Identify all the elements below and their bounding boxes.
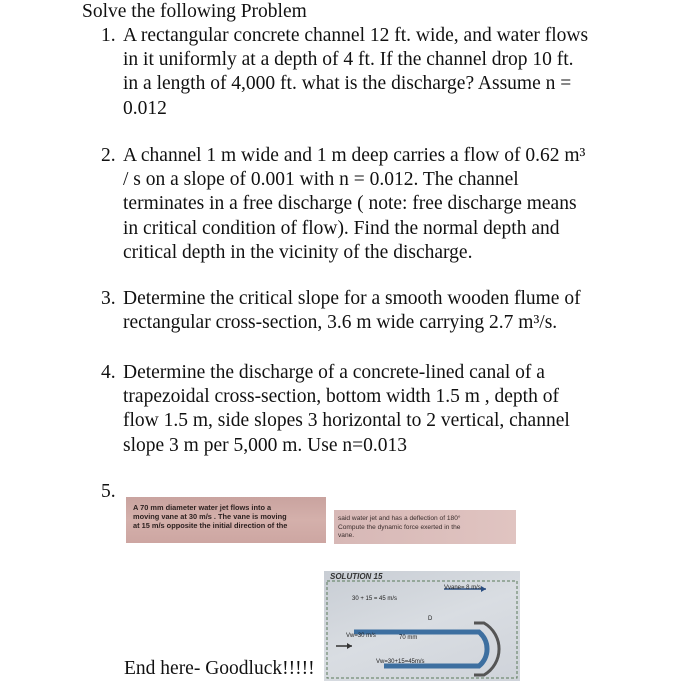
jet-velocity-label: Vw=30 m/s [346, 633, 376, 639]
outlet-velocity-label: Vw=30+15=45m/s [376, 659, 425, 665]
problem-4 [101, 361, 641, 458]
problem-text-line: terminates in a free discharge ( note: free discharge means [123, 193, 577, 215]
problem-number: 2. [101, 145, 116, 166]
page-heading: Solve the following Problem [82, 1, 307, 22]
problem-number: 3. [101, 288, 116, 309]
photo-text-line: A 70 mm diameter water jet flows into a [133, 503, 272, 512]
problem-text-line: Determine the discharge of a concrete-lined canal of a [123, 362, 545, 383]
problem-text-line: rectangular cross-section, 3.6 m wide carrying 2.7 m³/s. [123, 312, 558, 334]
photo-text-line: at 15 m/s opposite the initial direction of the [133, 521, 288, 531]
photo-text-line: vane. [338, 532, 355, 540]
problem-number: 4. [101, 362, 116, 383]
problem-text-line: / s on a slope of 0.001 with n = 0.012. The channel [123, 169, 519, 191]
problem-5-photo-text-part1 [126, 497, 326, 543]
problem-text-line: in it uniformly at a depth of 4 ft. If the channel drop 10 ft. [123, 49, 574, 71]
problem-2 [101, 144, 641, 265]
arrow-head-icon [481, 586, 486, 592]
problem-text-line: flow 1.5 m, side slopes 3 horizontal to 2 vertical, channel [123, 410, 570, 432]
problem-text-line: A rectangular concrete channel 12 ft. wide, and water flows [123, 25, 589, 46]
problem-5-solution-diagram [324, 571, 520, 681]
photo-text-line: said water jet and has a deflection of 180° [338, 515, 461, 522]
diameter-label: 70 mm [399, 635, 418, 641]
problem-text-line: Determine the critical slope for a smooth wooden flume of [123, 288, 581, 309]
problem-text-line: 0.012 [123, 97, 167, 119]
problem-number: 1. [101, 25, 116, 46]
photo-text-line: Compute the dynamic force exerted in the [338, 523, 461, 531]
problem-1 [101, 24, 641, 121]
problem-text-line: trapezoidal cross-section, bottom width 1.5 m , depth of [123, 386, 559, 408]
problem-text-line: A channel 1 m wide and 1 m deep carries a flow of 0.62 m³ [123, 145, 586, 166]
problem-text-line: critical depth in the vicinity of the discharge. [123, 241, 473, 263]
end-note: End here- Goodluck!!!!! [124, 658, 315, 679]
vane-velocity-label: Vvane= 8 m/s [444, 585, 481, 591]
arrow-head-icon [347, 643, 352, 649]
problem-text-line: in critical condition of flow). Find the normal depth and [123, 217, 560, 239]
solution-label: SOLUTION 15 [330, 572, 383, 581]
photo-text-line: moving vane at 30 m/s . The vane is moving [133, 512, 287, 522]
d-label: D [428, 616, 433, 622]
problem-5-photo-text-part2 [334, 510, 516, 544]
problem-5-number: 5. [101, 481, 116, 502]
relative-velocity-label: 30 + 15 = 45 m/s [352, 596, 398, 602]
problem-3 [101, 287, 641, 335]
problem-text-line: slope 3 m per 5,000 m. Use n=0.013 [123, 434, 407, 456]
problem-text-line: in a length of 4,000 ft. what is the discharge? Assume n = [123, 73, 572, 95]
